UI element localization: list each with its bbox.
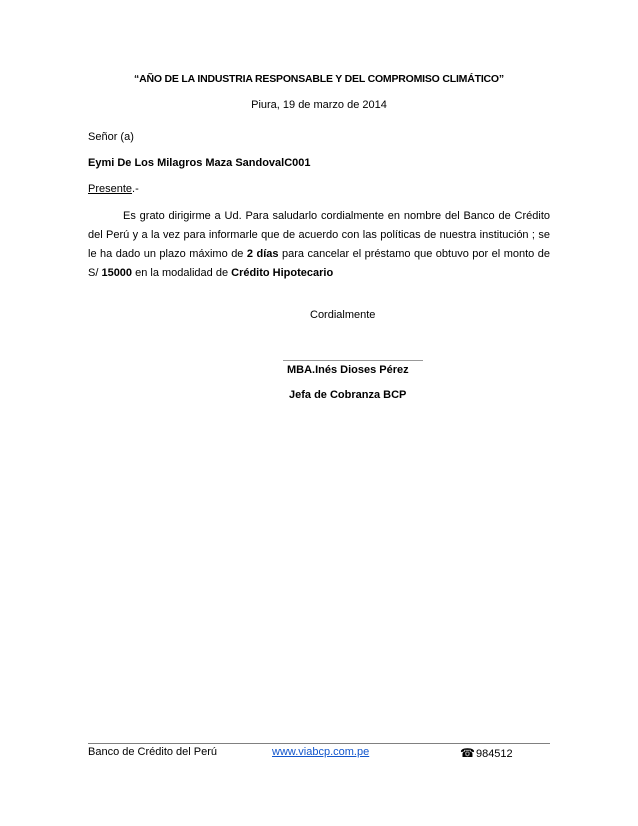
- signer-name: MBA.Inés Dioses Pérez: [287, 364, 409, 376]
- presente-line: [88, 183, 139, 195]
- body-part-3: en la modalidad de: [132, 267, 232, 279]
- salutation: Señor (a): [88, 131, 134, 143]
- credit-modality: Crédito Hipotecario: [231, 267, 334, 279]
- place-date: Piura, 19 de marzo de 2014: [251, 99, 387, 111]
- signer-title: Jefa de Cobranza BCP: [289, 389, 407, 401]
- telephone-icon: ☎: [460, 746, 475, 760]
- body-paragraph: [88, 207, 550, 283]
- footer-bank-name: Banco de Crédito del Perú: [88, 746, 218, 758]
- presente-word: Presente: [88, 183, 133, 195]
- recipient-name: Eymi De Los Milagros Maza SandovalC001: [88, 157, 311, 169]
- document-motto: “AÑO DE LA INDUSTRIA RESPONSABLE Y DEL COMPROMISO CLIMÁTICO”: [134, 73, 504, 85]
- phone-number: 984512: [475, 748, 513, 760]
- loan-amount: 15000: [101, 267, 133, 279]
- term-days: 2 días: [246, 248, 279, 260]
- letter-body: [88, 207, 550, 283]
- footer-phone: [460, 746, 513, 760]
- presente-suffix: .-: [132, 183, 139, 195]
- body-part-2: para cancelar el préstamo que obtuvo por el monto de S/: [88, 248, 551, 279]
- closing: Cordialmente: [310, 309, 376, 321]
- footer-website-link[interactable]: www.viabcp.com.pe: [272, 746, 370, 758]
- signature-line: [283, 360, 423, 361]
- footer-divider: [88, 743, 550, 744]
- body-part-1: Es grato dirigirme a Ud. Para saludarlo cordialmente en nombre del Banco de Crédito del Perú y a la vez para informarle que de acuerdo con las políticas de nuestra institución ; se le ha dado un plazo máximo de: [88, 210, 550, 260]
